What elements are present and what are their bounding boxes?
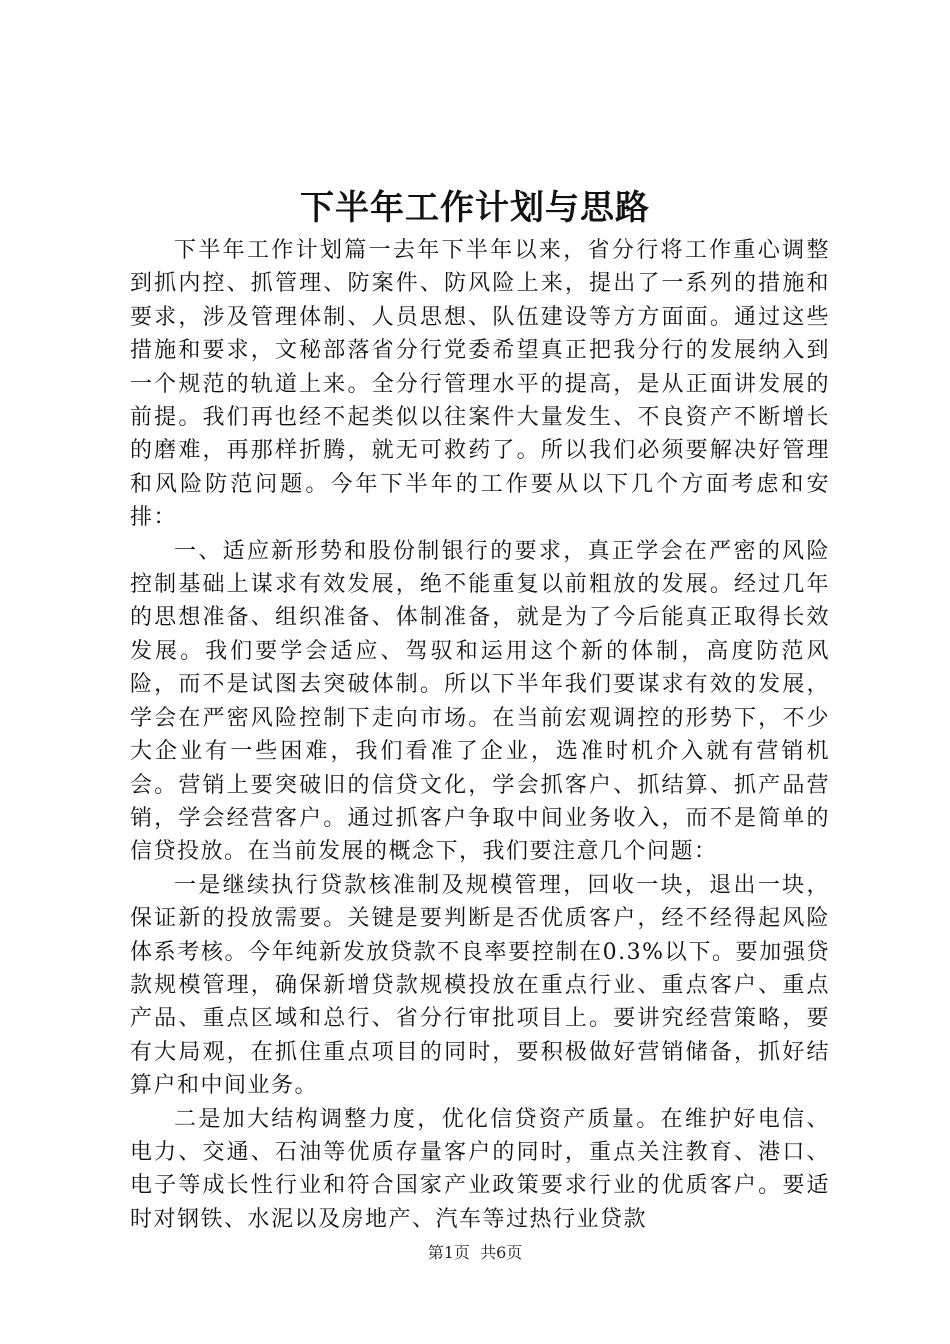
footer-spacer <box>470 1243 480 1262</box>
paragraph-point-one: 一是继续执行贷款核准制及规模管理，回收一块，退出一块，保证新的投放需要。关键是要判断是否优质客户，经不经得起风险体系考核。今年纯新发放贷款不良率要控制在0.3%以下。要加强贷款规模管理，确保新增贷款规模投放在重点行业、重点客户、重点产品、重点区域和总行、省分行审批项目上。要讲究经营策略，要有大局观，在抓住重点项目的同时，要积极做好营销储备，抓好结算户和中间业务。 <box>130 872 830 1099</box>
paragraph-intro: 下半年工作计划篇一去年下半年以来，省分行将工作重心调整到抓内控、抓管理、防案件、防风险上来，提出了一系列的措施和要求，涉及管理体制、人员思想、队伍建设等方方面面。通过这些措施和要求，文秘部落省分行党委希望真正把我分行的发展纳入到一个规范的轨道上来。全分行管理水平的提高，是从正面讲发展的前提。我们再也经不起类似以往案件大量发生、不良资产不断增长的磨难，再那样折腾，就无可救药了。所以我们必须要解决好管理和风险防范问题。今年下半年的工作要从以下几个方面考虑和安排： <box>130 238 830 531</box>
page-footer <box>0 1243 950 1263</box>
paragraph-section-one: 一、适应新形势和股份制银行的要求，真正学会在严密的风险控制基础上谋求有效发展，绝不能重复以前粗放的发展。经过几年的思想准备、组织准备、体制准备，就是为了今后能真正取得长效发展。我们要学会适应、驾驭和运用这个新的体制，高度防范风险，而不是试图去突破体制。所以下半年我们要谋求有效的发展，学会在严密风险控制下走向市场。在当前宏观调控的形势下，不少大企业有一些困难，我们看准了企业，选准时机介入就有营销机会。营销上要突破旧的信贷文化，学会抓客户、抓结算、抓产品营销，学会经营客户。通过抓客户争取中间业务收入，而不是简单的信贷投放。在当前发展的概念下，我们要注意几个问题： <box>130 538 830 865</box>
paragraph-point-two: 二是加大结构调整力度，优化信贷资产质量。在维护好电信、电力、交通、石油等优质存量客户的同时，重点关注教育、港口、电子等成长性行业和符合国家产业政策要求行业的优质客户。要适时对钢铁、水泥以及房地产、汽车等过热行业贷款 <box>130 1106 830 1232</box>
page-total: 共6页 <box>480 1243 523 1262</box>
page-number: 第1页 <box>427 1243 470 1262</box>
document-body <box>130 234 830 1236</box>
document-title: 下半年工作计划与思路 <box>300 188 650 228</box>
